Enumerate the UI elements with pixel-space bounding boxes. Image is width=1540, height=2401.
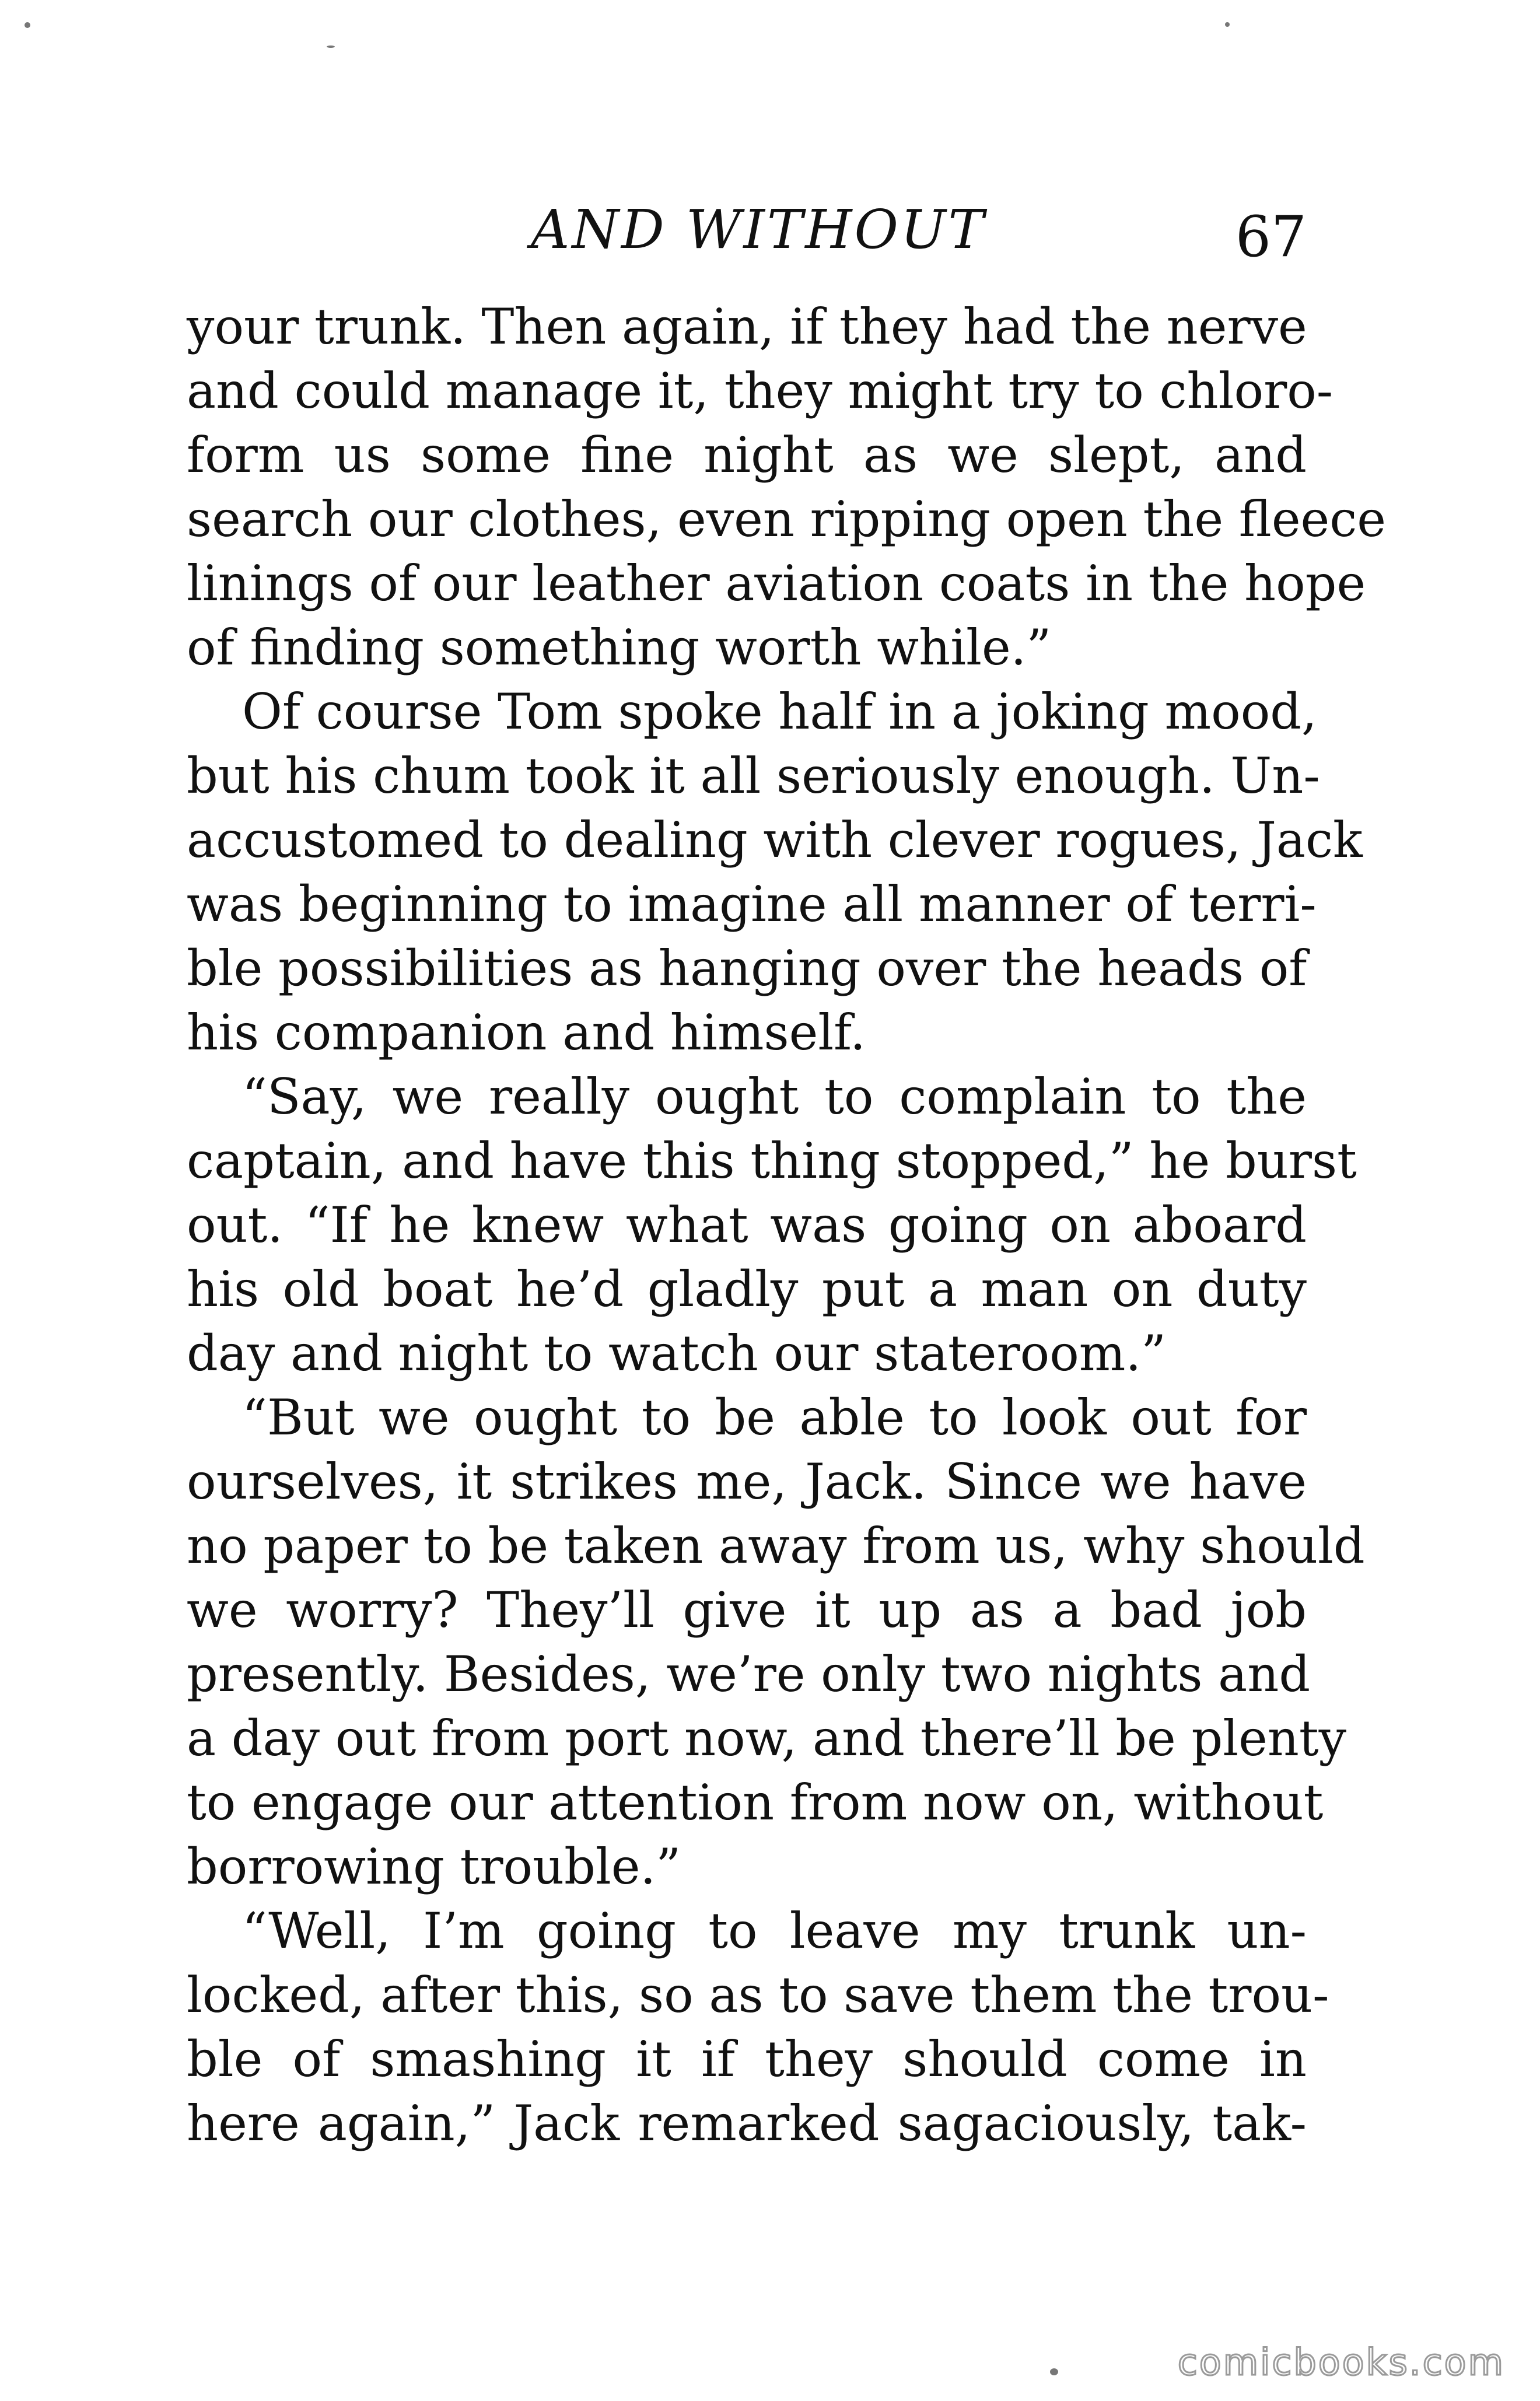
text-line: to engage our attention from now on, without	[187, 1774, 1324, 1831]
running-title: AND WITHOUT	[531, 198, 986, 261]
text-line: form us some fine night as we slept, and	[187, 426, 1307, 484]
text-line: locked, after this, so as to save them the trou-	[187, 1966, 1329, 2024]
text-line: captain, and have this thing stopped,” he burst	[187, 1132, 1357, 1189]
text-line: out. “If he knew what was going on aboard	[187, 1196, 1307, 1254]
paragraph	[187, 1385, 1365, 1899]
text-line: “Well, I’m going to leave my trunk un-	[242, 1902, 1307, 1959]
text-line: ourselves, it strikes me, Jack. Since we have	[187, 1453, 1307, 1510]
text-line: his companion and himself.	[187, 1004, 866, 1061]
text-line: ble of smashing it if they should come in	[187, 2031, 1307, 2088]
text-line: linings of our leather aviation coats in the hope	[187, 555, 1366, 612]
running-head	[175, 187, 1307, 268]
text-line: day and night to watch our stateroom.”	[187, 1325, 1167, 1382]
text-line: but his chum took it all seriously enough. Un-	[187, 747, 1320, 804]
scan-speck	[24, 22, 30, 28]
text-line: borrowing trouble.”	[187, 1838, 681, 1895]
scan-speck	[1225, 22, 1230, 27]
text-line: accustomed to dealing with clever rogues, Jack	[187, 811, 1363, 869]
paragraph	[187, 295, 1386, 680]
text-line: your trunk. Then again, if they had the nerve	[187, 298, 1307, 355]
text-line: “But we ought to be able to look out for	[242, 1389, 1307, 1446]
page-number: 67	[1235, 204, 1307, 270]
text-line: “Say, we really ought to complain to the	[242, 1068, 1307, 1125]
paragraph	[187, 1899, 1329, 2155]
text-line: and could manage it, they might try to chloro-	[187, 362, 1334, 419]
text-line: was beginning to imagine all manner of terri-	[187, 876, 1317, 933]
text-line: here again,” Jack remarked sagaciously, tak-	[187, 2095, 1307, 2152]
watermark: comicbooks.com	[1177, 2341, 1505, 2384]
text-line: ble possibilities as hanging over the heads of	[187, 940, 1307, 997]
text-line: no paper to be taken away from us, why should	[187, 1517, 1365, 1574]
text-line: of finding something worth while.”	[187, 619, 1052, 676]
scan-speck	[327, 46, 335, 48]
text-line: his old boat he’d gladly put a man on duty	[187, 1261, 1307, 1318]
text-line: a day out from port now, and there’ll be plenty	[187, 1710, 1347, 1767]
body-text	[187, 295, 1386, 2155]
paragraph	[187, 680, 1363, 1065]
paragraph	[187, 1065, 1357, 1385]
text-line: we worry? They’ll give it up as a bad job	[187, 1581, 1307, 1639]
text-line: Of course Tom spoke half in a joking mood,	[242, 683, 1317, 740]
text-line: presently. Besides, we’re only two nights and	[187, 1646, 1311, 1703]
scan-speck	[1050, 2368, 1058, 2375]
text-line: search our clothes, even ripping open the fleece	[187, 491, 1386, 548]
